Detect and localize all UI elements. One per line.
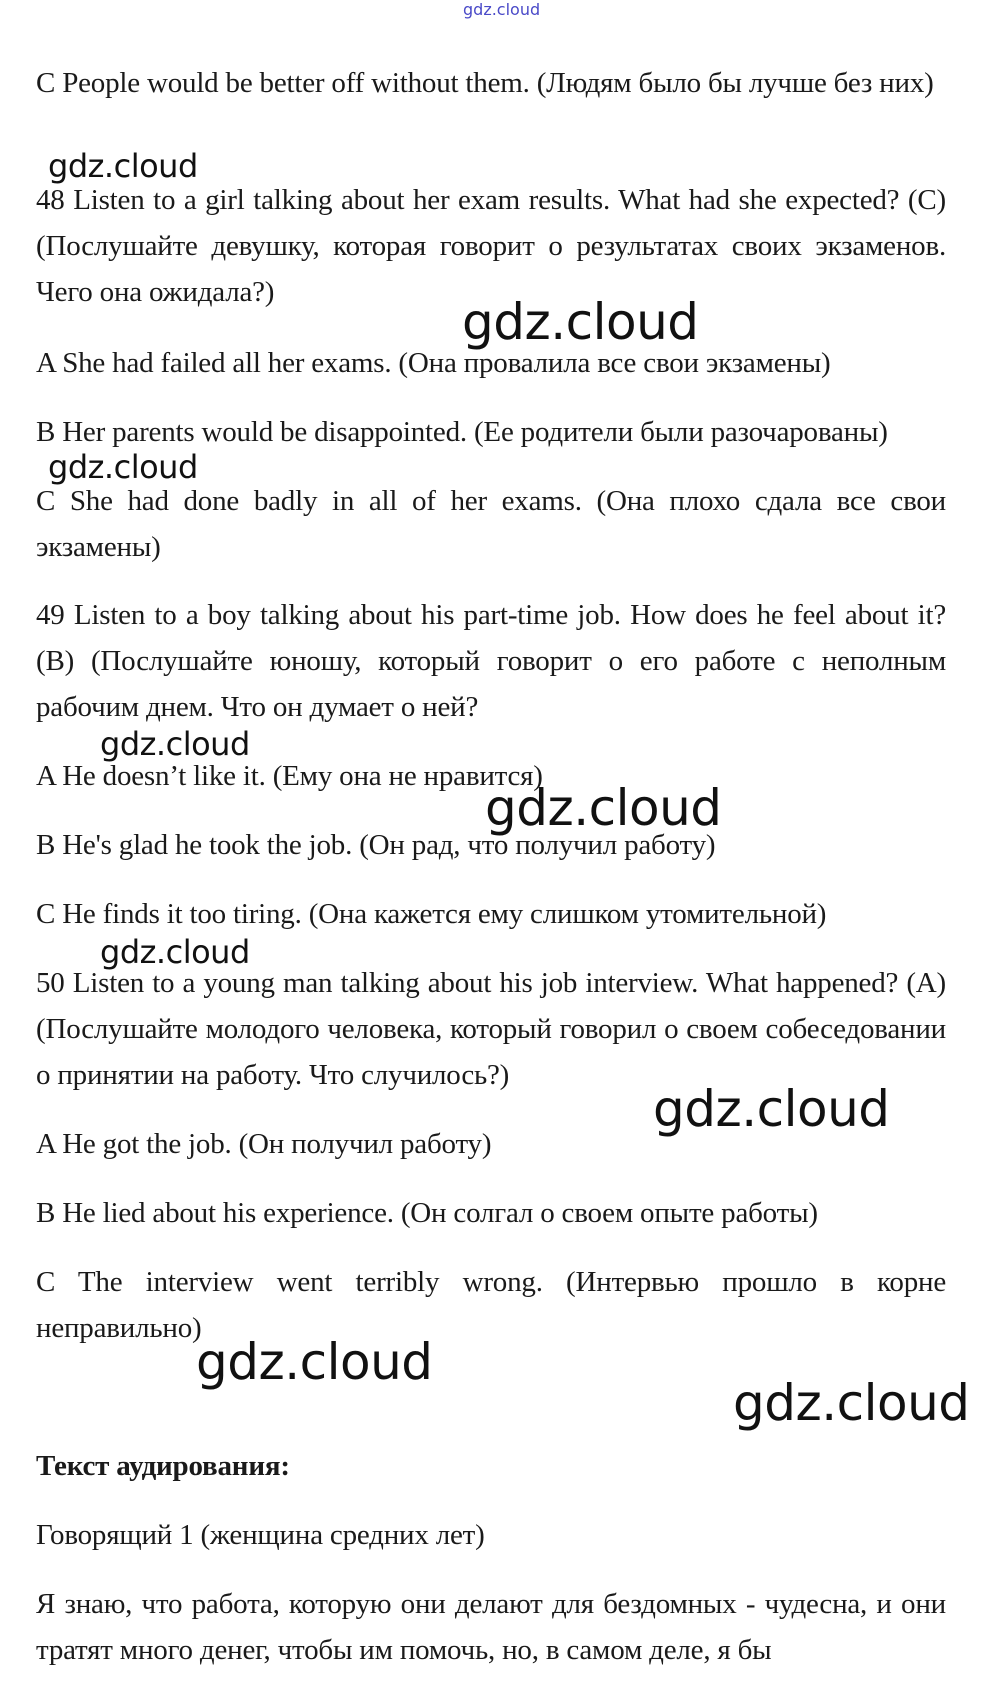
speaker-1-label: Говорящий 1 (женщина средних лет)	[36, 1519, 485, 1551]
answer-c-q50: C The interview went terribly wrong. (Интервью прошло в корне неправильно)	[36, 1266, 946, 1344]
answer-b-q48: B Her parents would be disappointed. (Ее родители были разочарованы)	[36, 416, 888, 448]
answer-a-q48: A She had failed all her exams. (Она провалила все свои экзамены)	[36, 347, 831, 379]
speaker-1-text: Я знаю, что работа, которую они делают для бездомных - чудесна, и они тратят много денег, чтобы им помочь, но, в самом деле, я бы	[36, 1588, 946, 1666]
question-49: 49 Listen to a boy talking about his part-time job. How does he feel about it? (B) (Послушайте юношу, который говорит о его работе с неполным рабочим днем. Что он думает о ней?	[36, 599, 946, 723]
watermark-top: gdz.cloud	[463, 0, 541, 19]
answer-a-q50: A He got the job. (Он получил работу)	[36, 1128, 492, 1160]
answer-b-q50: B He lied about his experience. (Он солгал о своем опыте работы)	[36, 1197, 818, 1229]
answer-a-q49: A He doesn’t like it. (Ему она не нравится)	[36, 760, 543, 792]
watermark: gdz.cloud	[48, 147, 198, 185]
watermark: gdz.cloud	[48, 448, 198, 486]
watermark: gdz.cloud	[653, 1080, 890, 1138]
section-heading: Текст аудирования:	[36, 1450, 290, 1482]
answer-c-q47: C People would be better off without them. (Людям было бы лучше без них)	[36, 67, 934, 99]
watermark: gdz.cloud	[100, 725, 250, 763]
answer-c-q48: C She had done badly in all of her exams. (Она плохо сдала все свои экзамены)	[36, 485, 946, 563]
watermark: gdz.cloud	[462, 293, 699, 351]
answer-c-q49: C He finds it too tiring. (Она кажется ему слишком утомительной)	[36, 898, 827, 930]
watermark: gdz.cloud	[100, 933, 250, 971]
question-48: 48 Listen to a girl talking about her exam results. What had she expected? (C) (Послушайте девушку, которая говорит о результатах своих экзаменов. Чего она ожидала?)	[36, 184, 946, 308]
watermark: gdz.cloud	[733, 1374, 970, 1432]
answer-b-q49: B He's glad he took the job. (Он рад, что получил работу)	[36, 829, 716, 861]
watermark: gdz.cloud	[196, 1333, 433, 1391]
question-50: 50 Listen to a young man talking about his job interview. What happened? (A) (Послушайте молодого человека, который говорил о своем собеседовании о принятии на работу. Что случилось?)	[36, 967, 946, 1091]
watermark: gdz.cloud	[485, 779, 722, 837]
